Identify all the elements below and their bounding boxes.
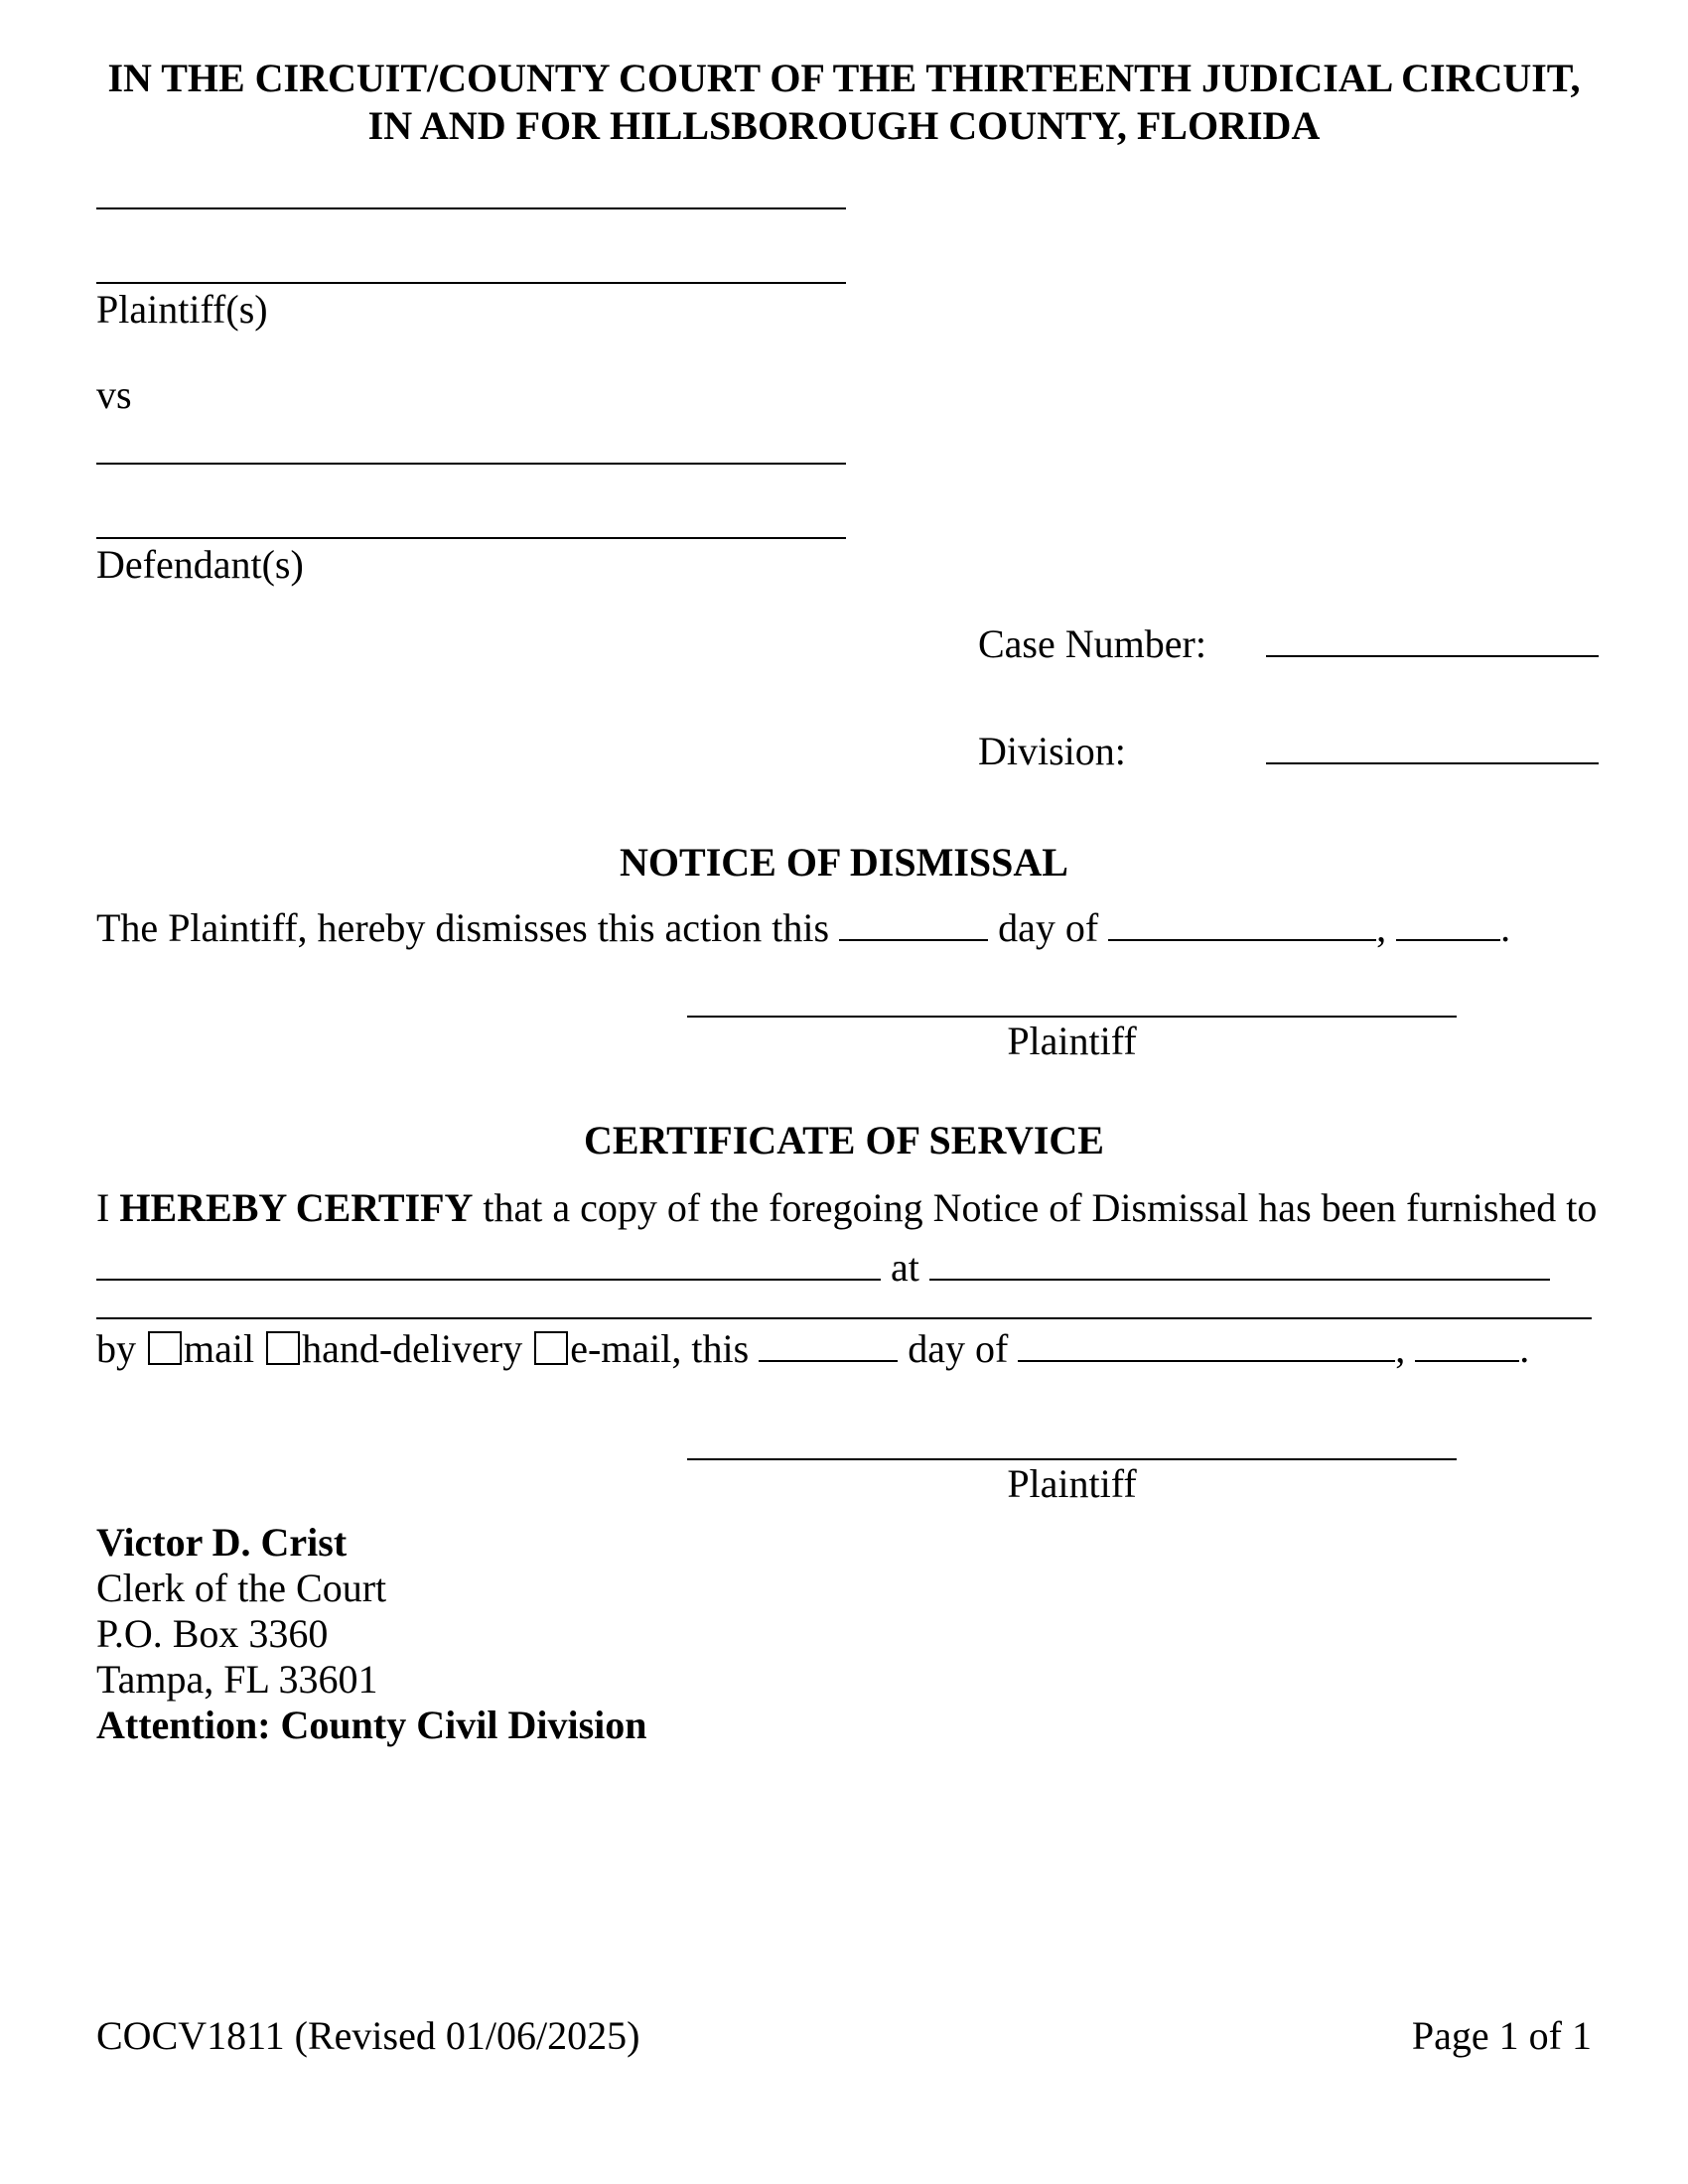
hand-delivery-checkbox[interactable] [266,1331,300,1365]
dismissal-day-of-label: day of [998,905,1099,950]
case-info-block [978,620,1592,775]
certify-bold: HEREBY CERTIFY [119,1185,474,1230]
case-number-row [978,620,1592,668]
court-header-line1: IN THE CIRCUIT/COUNTY COURT OF THE THIRTEENTH JUDICIAL CIRCUIT, [107,56,1581,100]
plaintiff-label: Plaintiff(s) [96,287,268,332]
clerk-po-box: P.O. Box 3360 [96,1611,329,1656]
dismissal-period: . [1500,905,1511,950]
plaintiff-signature-label-1: Plaintiff [1007,1019,1137,1063]
dismissal-comma: , [1376,905,1387,950]
certify-sentence [96,1184,1598,1232]
certificate-of-service-title: CERTIFICATE OF SERVICE [584,1118,1104,1162]
clerk-attention-line: Attention: County Civil Division [96,1703,647,1747]
form-number: COCV1811 (Revised 01/06/2025) [96,2013,640,2058]
plaintiff-signature-block-1 [687,1016,1457,1065]
service-year-blank [1415,1360,1519,1362]
furnished-to-address-blank [929,1279,1550,1281]
plaintiff-name-line-1 [96,207,846,209]
email-this-label: e-mail, this [570,1326,750,1371]
defendant-label: Defendant(s) [96,542,304,587]
defendant-name-line-2 [96,537,846,539]
case-number-blank [1266,655,1599,657]
page-footer [96,2012,1592,2060]
dismissal-year-blank [1396,939,1500,941]
service-method-row [96,1325,1592,1373]
dismissal-month-blank [1108,939,1376,941]
service-comma: , [1395,1326,1406,1371]
dismissal-sentence-prefix: The Plaintiff, hereby dismisses this action this [96,905,830,950]
clerk-address-block [96,1520,1592,1748]
page-number: Page 1 of 1 [1411,2013,1592,2058]
vs-label: vs [96,372,132,417]
service-day-of-label: day of [908,1326,1009,1371]
email-checkbox[interactable] [534,1331,568,1365]
plaintiff-signature-label-2: Plaintiff [1007,1461,1137,1506]
plaintiff-name-line-2 [96,282,846,284]
clerk-title: Clerk of the Court [96,1566,387,1610]
hand-delivery-label: hand-delivery [302,1326,523,1371]
clerk-city-state-zip: Tampa, FL 33601 [96,1657,378,1702]
by-label: by [96,1326,136,1371]
furnished-to-row [96,1244,1592,1292]
division-blank [1266,762,1599,764]
service-month-blank [1018,1360,1395,1362]
certify-start: I [96,1185,110,1230]
dismissal-day-blank [839,939,988,941]
at-label: at [891,1245,919,1290]
case-number-label: Case Number: [978,621,1206,666]
division-row [978,728,1592,775]
notice-of-dismissal-title: NOTICE OF DISMISSAL [620,840,1068,885]
furnished-to-name-blank [96,1279,881,1281]
court-header-line2: IN AND FOR HILLSBOROUGH COUNTY, FLORIDA [367,103,1321,148]
mail-checkbox[interactable] [148,1331,182,1365]
division-label: Division: [978,729,1126,773]
service-period: . [1519,1326,1530,1371]
service-day-blank [759,1360,898,1362]
clerk-name: Victor D. Crist [96,1520,348,1565]
defendant-name-line-1 [96,463,846,465]
court-header [96,55,1592,150]
dismissal-sentence [96,904,1592,952]
certify-rest: that a copy of the foregoing Notice of Dismissal has been furnished to [483,1185,1598,1230]
address-continuation-line [96,1317,1592,1319]
mail-label: mail [184,1326,255,1371]
plaintiff-signature-block-2 [687,1458,1457,1508]
